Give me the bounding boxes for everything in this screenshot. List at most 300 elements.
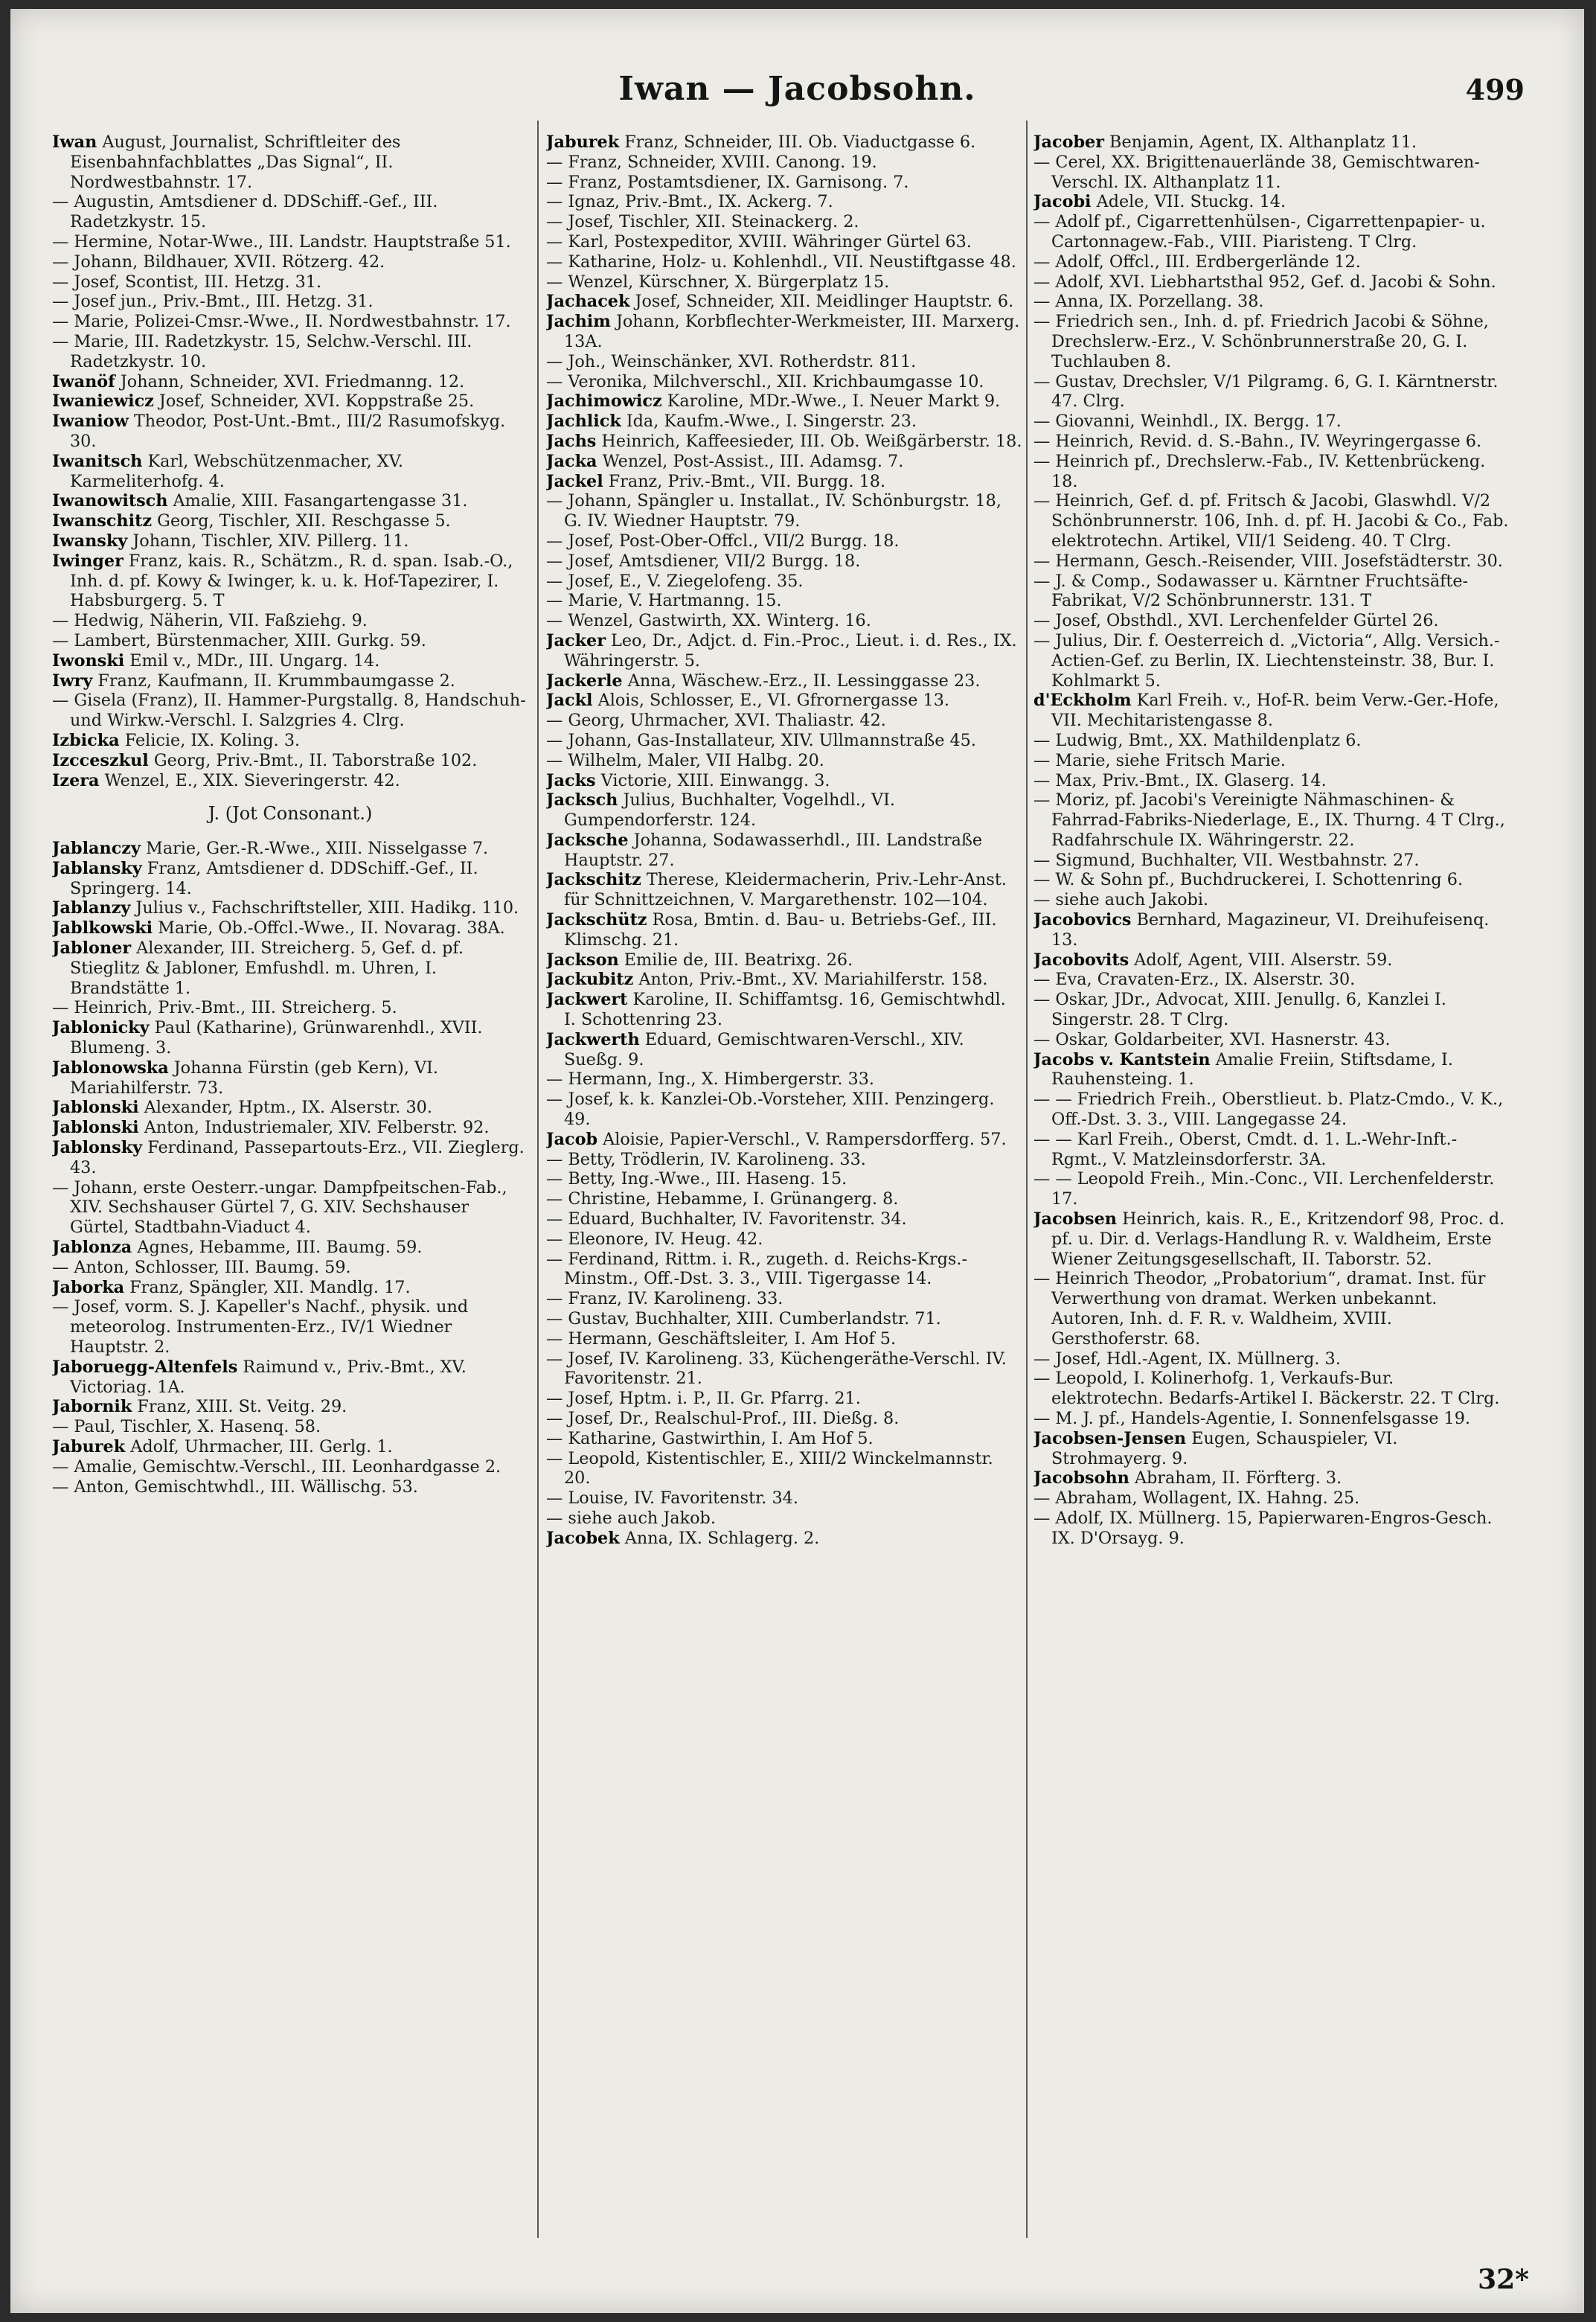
entry-details: — Anton, Schlosser, III. Baumg. 59. <box>52 1257 351 1277</box>
entry-details: — Joh., Weinschänker, XVI. Rotherdstr. 811. <box>546 351 917 371</box>
entry-details: — Heinrich, Priv.-Bmt., III. Streicherg. 5. <box>52 998 397 1018</box>
entry-details: Franz, Amtsdiener d. DDSchiff.-Gef., II. Springerg. 14. <box>70 858 478 898</box>
directory-entry <box>1033 751 1510 771</box>
entry-details: — Josef, IV. Karolineng. 33, Küchengeräthe-Verschl. IV. Favoritenstr. 21. <box>546 1349 1007 1389</box>
directory-entry <box>52 531 528 551</box>
directory-entry <box>52 1357 528 1398</box>
section-heading: J. (Jot Consonant.) <box>208 803 373 825</box>
directory-entry <box>1033 1050 1510 1090</box>
entry-details: Theodor, Post-Unt.-Bmt., III/2 Rasumofskyg. 30. <box>70 412 506 451</box>
directory-entry <box>52 859 528 899</box>
directory-page <box>10 9 1584 2313</box>
entry-details: — Gisela (Franz), II. Hammer-Purgstallg. 8, Handschuh- und Wirkw.-Verschl. I. Salzgries 4. Clrg. <box>52 691 526 731</box>
directory-entry <box>546 1529 1022 1549</box>
directory-entry <box>52 272 528 292</box>
entry-details: — Johann, Gas-Installateur, XIV. Ullmannstraße 45. <box>546 730 976 750</box>
entry-details: — Christine, Hebamme, I. Grünangerg. 8. <box>546 1189 899 1209</box>
directory-entry <box>52 918 528 938</box>
entry-details: — Leopold, Kistentischler, E., XIII/2 Winckelmannstr. 20. <box>546 1448 993 1488</box>
entry-details: — Josef, Scontist, III. Hetzg. 31. <box>52 272 322 292</box>
directory-entry <box>546 1429 1022 1449</box>
directory-entry <box>546 731 1022 751</box>
directory-entry <box>546 950 1022 970</box>
entry-surname: Jacks <box>546 770 596 790</box>
entry-details: — M. J. pf., Handels-Agentie, I. Sonnenfelsgasse 19. <box>1033 1409 1471 1428</box>
entry-details: — Heinrich Theodor, „Probatorium“, dramat. Inst. für Verwerthung von dramat. Werken unbekannt. Autoren, Inh. d. F. R. v. Waldheim, XVIII. Gersthoferstr. 68. <box>1033 1269 1486 1349</box>
entry-details: — Oskar, Goldarbeiter, XVI. Hasnerstr. 43. <box>1033 1029 1391 1049</box>
entry-details: — Franz, Schneider, XVIII. Canong. 19. <box>546 152 877 172</box>
entry-details: — Max, Priv.-Bmt., IX. Glaserg. 14. <box>1033 770 1327 790</box>
entry-details: Franz, kais. R., Schätzm., R. d. span. Isab.-O., Inh. d. pf. Kowy & Iwinger, k. u. k. Hof-Tapezirer, I. Habsburgerg. 5. T <box>70 551 513 611</box>
entry-details: — Josef, Amtsdiener, VII/2 Burgg. 18. <box>546 551 861 571</box>
entry-details: — Gustav, Buchhalter, XIII. Cumberlandstr. 71. <box>546 1309 941 1329</box>
entry-details: August, Journalist, Schriftleiter des Eisenbahnfachblattes „Das Signal“, II. Nordwestbahnstr. 17. <box>70 132 401 192</box>
directory-entry <box>52 1258 528 1278</box>
entry-details: Anna, Wäschew.-Erz., II. Lessinggasse 23. <box>622 671 981 691</box>
directory-entry <box>1033 153 1510 193</box>
entry-surname: Jacobs v. Kantstein <box>1033 1049 1211 1069</box>
directory-entry <box>546 691 1022 711</box>
entry-surname: Jacobovics <box>1033 910 1132 930</box>
entry-details: — Josef, Hdl.-Agent, IX. Müllnerg. 3. <box>1033 1349 1341 1369</box>
entry-details: — J. & Comp., Sodawasser u. Kärntner Fruchtsäfte-Fabrikat, V/2 Schönbrunnerstr. 131. T <box>1033 571 1469 611</box>
directory-entry <box>546 312 1022 352</box>
entry-details: — Katharine, Gastwirthin, I. Am Hof 5. <box>546 1428 874 1448</box>
directory-entry <box>546 1250 1022 1290</box>
entry-details: Julius v., Fachschriftsteller, XIII. Hadikg. 110. <box>130 898 519 918</box>
entry-details: — Friedrich sen., Inh. d. pf. Friedrich Jacobi & Söhne, Drechslerw.-Erz., V. Schönbrunnerstraße 20, G. I. Tuchlauben 8. <box>1033 312 1489 371</box>
directory-entry <box>52 511 528 531</box>
directory-entry <box>546 870 1022 910</box>
directory-entry <box>52 312 528 332</box>
entry-details: — Adolf, XVI. Liebhartsthal 952, Gef. d. Jacobi & Sohn. <box>1033 272 1496 292</box>
directory-entry <box>546 1209 1022 1229</box>
directory-entry <box>52 998 528 1018</box>
entry-details: — Julius, Dir. f. Oesterreich d. „Victoria“, Allg. Versich.-Actien-Gef. zu Berlin, IX. Liechtensteinstr. 38, Bur. I. Kohlmarkt 5. <box>1033 630 1500 691</box>
directory-entry <box>52 332 528 372</box>
entry-details: — Sigmund, Buchhalter, VII. Westbahnstr. 27. <box>1033 850 1420 870</box>
directory-entry <box>546 1509 1022 1529</box>
directory-entry <box>52 1278 528 1298</box>
directory-entry <box>546 1189 1022 1209</box>
entry-surname: Jablonicky <box>52 1018 150 1038</box>
directory-entry <box>546 1449 1022 1489</box>
entry-surname: Izcceszkul <box>52 750 149 770</box>
entry-details: — Heinrich, Revid. d. S.-Bahn., IV. Weyringergasse 6. <box>1033 431 1482 451</box>
entry-details: — Josef, Obsthdl., XVI. Lerchenfelder Gürtel 26. <box>1033 611 1439 631</box>
directory-entry <box>1033 870 1510 890</box>
entry-surname: Jacobsen <box>1033 1209 1117 1229</box>
entry-details: — Augustin, Amtsdiener d. DDSchiff.-Gef., III. Radetzkystr. 15. <box>52 192 438 232</box>
entry-surname: Jablonowska <box>52 1058 169 1078</box>
entry-surname: Jackwert <box>546 990 628 1010</box>
entry-surname: Jacobek <box>546 1528 620 1548</box>
entry-surname: Jackschütz <box>546 910 647 930</box>
entry-details: — Josef, Dr., Realschul-Prof., III. Dießg. 8. <box>546 1409 900 1428</box>
directory-entry <box>52 1437 528 1457</box>
entry-details: — Marie, III. Radetzkystr. 15, Selchw.-Verschl. III. Radetzkystr. 10. <box>52 331 472 371</box>
directory-entry <box>52 232 528 252</box>
entry-surname: Jackerle <box>546 671 623 691</box>
directory-entry <box>1033 771 1510 791</box>
directory-entry <box>1033 1209 1510 1269</box>
entry-details: — Lambert, Bürstenmacher, XIII. Gurkg. 59. <box>52 630 426 650</box>
directory-entry <box>546 472 1022 492</box>
directory-entry <box>546 831 1022 871</box>
entry-surname: Jablansky <box>52 858 142 878</box>
directory-entry <box>546 1309 1022 1329</box>
entry-details: Karoline, MDr.-Wwe., I. Neuer Markt 9. <box>661 391 1001 412</box>
entry-details: — Wenzel, Kürschner, X. Bürgerplatz 15. <box>546 272 890 292</box>
directory-entry <box>52 671 528 691</box>
entry-details: — Heinrich, Gef. d. pf. Fritsch & Jacobi, Glaswhdl. V/2 Schönbrunnerstr. 106, Inh. d. pf. H. Jacobi & Co., Fab. elektrotechn. Artikel, VII/1 Seideng. 40. T Clrg. <box>1033 491 1509 551</box>
entry-details: — Betty, Trödlerin, IV. Karolineng. 33. <box>546 1149 866 1169</box>
entry-surname: Jablonski <box>52 1098 139 1118</box>
entry-surname: Jablanczy <box>52 839 141 859</box>
directory-entry <box>52 1477 528 1497</box>
directory-entry <box>1033 890 1510 910</box>
page-header <box>10 70 1584 115</box>
entry-details: Alexander, III. Streicherg. 5, Gef. d. pf. Stieglitz & Jabloner, Emfushdl. m. Uhren, I. Brandstätte 1. <box>70 938 464 998</box>
entry-details: Wenzel, Post-Assist., III. Adamsg. 7. <box>597 451 904 471</box>
entry-details: — Eduard, Buchhalter, IV. Favoritenstr. 34. <box>546 1209 907 1229</box>
entry-details: — Johann, Spängler u. Installat., IV. Schönburgstr. 18, G. IV. Wiedner Hauptstr. 79. <box>546 491 1001 531</box>
directory-entry <box>52 1018 528 1058</box>
directory-entry <box>1033 572 1510 612</box>
entry-surname: Jaboruegg-Altenfels <box>52 1357 238 1377</box>
entry-details: — Josef, E., V. Ziegelofeng. 35. <box>546 571 804 591</box>
entry-details: Franz, Priv.-Bmt., VII. Burgg. 18. <box>603 471 886 491</box>
directory-entry <box>52 731 528 751</box>
directory-entry <box>546 1349 1022 1389</box>
directory-entry <box>546 1169 1022 1189</box>
entry-surname: Jacobovits <box>1033 950 1129 970</box>
entry-details: Franz, XIII. St. Veitg. 29. <box>132 1397 347 1417</box>
directory-entry <box>546 452 1022 472</box>
directory-entry <box>546 1488 1022 1509</box>
entry-details: — Amalie, Gemischtw.-Verschl., III. Leonhardgasse 2. <box>52 1456 501 1477</box>
signature-mark: 32* <box>1478 2264 1529 2295</box>
entry-details: Aloisie, Papier-Verschl., V. Rampersdorfferg. 57. <box>597 1129 1007 1149</box>
entry-details: — Hedwig, Näherin, VII. Faßziehg. 9. <box>52 611 368 631</box>
entry-surname: Jachim <box>546 312 611 332</box>
entry-details: — Ignaz, Priv.-Bmt., IX. Ackerg. 7. <box>546 192 833 212</box>
directory-entry <box>546 232 1022 252</box>
entry-details: — Eleonore, IV. Heug. 42. <box>546 1229 763 1249</box>
directory-entry <box>1033 412 1510 432</box>
entry-details: Julius, Buchhalter, Vogelhdl., VI. Gumpendorferstr. 124. <box>564 790 896 831</box>
directory-entry <box>52 751 528 771</box>
entry-surname: Jacober <box>1033 132 1104 152</box>
directory-entry <box>1033 252 1510 272</box>
entry-details: — Heinrich pf., Drechslerw.-Fab., IV. Kettenbrückeng. 18. <box>1033 451 1486 491</box>
directory-entry <box>546 1409 1022 1429</box>
directory-entry <box>1033 132 1510 153</box>
entry-details: Karl Freih. v., Hof-R. beim Verw.-Ger.-Hofe, VII. Mechitaristengasse 8. <box>1051 691 1499 731</box>
entry-details: — Georg, Uhrmacher, XVI. Thaliastr. 42. <box>546 711 886 731</box>
entry-details: — Leopold, I. Kolinerhofg. 1, Verkaufs-Bur. elektrotechn. Bedarfs-Artikel I. Bäckerstr. 22. T Clrg. <box>1033 1369 1500 1409</box>
directory-entry <box>1033 1090 1510 1130</box>
directory-entry <box>1033 312 1510 371</box>
directory-entry <box>52 651 528 671</box>
entry-details: — Adolf pf., Cigarrettenhülsen-, Cigarrettenpapier- u. Cartonnagew.-Fab., VIII. Piaristeng. T Clrg. <box>1033 212 1486 252</box>
directory-entry <box>52 1178 528 1238</box>
entry-details: — Eva, Cravaten-Erz., IX. Alserstr. 30. <box>1033 970 1356 990</box>
directory-entry <box>546 192 1022 212</box>
entry-details: Victorie, XIII. Einwangg. 3. <box>595 770 830 790</box>
directory-entry <box>1033 950 1510 970</box>
directory-entry <box>1033 851 1510 871</box>
entry-details: Karoline, II. Schiffamtsg. 16, Gemischtwhdl. I. Schottenring 23. <box>564 990 1006 1030</box>
entry-surname: Iwanitsch <box>52 451 143 471</box>
entry-details: — Anton, Gemischtwhdl., III. Wällischg. 53. <box>52 1477 418 1497</box>
directory-entry <box>1033 551 1510 572</box>
entry-details: Raimund v., Priv.-Bmt., XV. Victoriag. 1A. <box>70 1357 467 1397</box>
entry-details: — Marie, V. Hartmanng. 15. <box>546 591 782 611</box>
entry-details: — Hermann, Gesch.-Reisender, VIII. Josefstädterstr. 30. <box>1033 551 1503 571</box>
entry-details: — Moriz, pf. Jacobi's Vereinigte Nähmaschinen- & Fahrrad-Fabriks-Niederlage, E., IX. Thurng. 4 T Clrg., Radfahrschule IX. Währingerstr. 22. <box>1033 790 1505 850</box>
directory-entry <box>546 1229 1022 1250</box>
directory-entry <box>52 938 528 998</box>
directory-entry <box>52 631 528 651</box>
directory-entry <box>1033 1488 1510 1509</box>
directory-entry <box>52 1457 528 1477</box>
directory-entry <box>1033 272 1510 292</box>
entry-details: — Johann, Bildhauer, XVII. Rötzerg. 42. <box>52 252 385 272</box>
entry-details: — Josef, k. k. Kanzlei-Ob.-Vorsteher, XIII. Penzingerg. 49. <box>546 1090 995 1130</box>
directory-entry <box>546 671 1022 691</box>
entry-details: — Ludwig, Bmt., XX. Mathildenplatz 6. <box>1033 730 1362 750</box>
entry-surname: Jablkowski <box>52 918 153 938</box>
entry-details: Rosa, Bmtin. d. Bau- u. Betriebs-Gef., III. Klimschg. 21. <box>564 910 997 950</box>
entry-details: Georg, Tischler, XII. Reschgasse 5. <box>152 511 451 531</box>
directory-entry <box>546 970 1022 990</box>
directory-entry <box>1033 212 1510 252</box>
entry-details: Anna, IX. Schlagerg. 2. <box>619 1528 820 1548</box>
entry-surname: d'Eckholm <box>1033 691 1132 711</box>
entry-details: Alexander, Hptm., IX. Alserstr. 30. <box>138 1098 432 1118</box>
directory-entry <box>1033 1169 1510 1209</box>
entry-details: Benjamin, Agent, IX. Althanplatz 11. <box>1103 132 1417 152</box>
entry-surname: Iwaniow <box>52 412 129 432</box>
entry-surname: Iwaniewicz <box>52 391 154 412</box>
directory-entry <box>546 1389 1022 1409</box>
entry-surname: Jabornik <box>52 1397 132 1417</box>
entry-details: — Wilhelm, Maler, VII Halbg. 20. <box>546 750 824 770</box>
entry-details: Bernhard, Magazineur, VI. Dreihufeisenq. 13. <box>1051 910 1490 950</box>
directory-entry <box>1033 1468 1510 1488</box>
entry-details: — Oskar, JDr., Advocat, XIII. Jenullg. 6, Kanzlei I. Singerstr. 28. T Clrg. <box>1033 990 1446 1030</box>
directory-entry <box>546 591 1022 611</box>
directory-entry <box>1033 491 1510 551</box>
entry-details: — Johann, erste Oesterr.-ungar. Dampfpeitschen-Fab., XIV. Sechshauser Gürtel 7, G. XIV. Sechshauser Gürtel, Stadtbahn-Viaduct 4. <box>52 1177 507 1238</box>
entry-details: Paul (Katharine), Grünwarenhdl., XVII. Blumeng. 3. <box>70 1018 483 1058</box>
entry-surname: Jacksche <box>546 830 629 850</box>
entry-details: — Karl, Postexpeditor, XVIII. Währinger Gürtel 63. <box>546 231 972 252</box>
entry-surname: Jackubitz <box>546 970 634 990</box>
directory-entry <box>1033 1030 1510 1050</box>
directory-entry <box>546 153 1022 173</box>
directory-entry <box>1033 910 1510 950</box>
entry-details: — Josef, Tischler, XII. Steinackerg. 2. <box>546 212 859 232</box>
entry-surname: Iwry <box>52 671 93 691</box>
entry-surname: Jackl <box>546 691 593 711</box>
entry-details: — Cerel, XX. Brigittenauerlände 38, Gemischtwaren-Verschl. IX. Althanplatz 11. <box>1033 152 1480 192</box>
entry-details: Johanna, Sodawasserhdl., III. Landstraße Hauptstr. 27. <box>564 830 983 870</box>
directory-column-1 <box>52 132 528 2216</box>
directory-entry <box>52 412 528 452</box>
directory-entry <box>52 372 528 392</box>
entry-details: Marie, Ob.-Offcl.-Wwe., II. Novarag. 38A. <box>153 918 505 938</box>
directory-entry <box>52 1098 528 1118</box>
directory-column-2 <box>546 132 1022 2216</box>
entry-surname: Jackson <box>546 950 619 970</box>
directory-entry <box>546 1090 1022 1130</box>
entry-details: — Franz, IV. Karolineng. 33. <box>546 1289 783 1309</box>
entry-surname: Jacobsen-Jensen <box>1033 1428 1187 1448</box>
directory-entry <box>1033 292 1510 312</box>
entry-surname: Jablanzy <box>52 898 131 918</box>
entry-surname: Jachacek <box>546 292 630 312</box>
entry-details: — Katharine, Holz- u. Kohlenhdl., VII. Neustiftgasse 48. <box>546 252 1016 272</box>
directory-entry <box>546 292 1022 312</box>
directory-entry <box>546 790 1022 831</box>
entry-surname: Jachimowicz <box>546 391 662 412</box>
directory-entry <box>1033 192 1510 212</box>
entry-details: Georg, Priv.-Bmt., II. Taborstraße 102. <box>148 750 478 770</box>
directory-entry <box>546 391 1022 412</box>
directory-entry <box>546 1289 1022 1309</box>
entry-surname: Jablonsky <box>52 1138 143 1158</box>
entry-details: — Abraham, Wollagent, IX. Hahng. 25. <box>1033 1488 1360 1509</box>
directory-entry <box>52 391 528 412</box>
directory-entry <box>52 252 528 272</box>
entry-details: — Marie, siehe Fritsch Marie. <box>1033 750 1286 770</box>
directory-entry <box>52 1118 528 1138</box>
entry-details: — Hermine, Notar-Wwe., III. Landstr. Hauptstraße 51. <box>52 231 511 252</box>
entry-details: — Betty, Ing.-Wwe., III. Haseng. 15. <box>546 1169 847 1189</box>
entry-details: — Louise, IV. Favoritenstr. 34. <box>546 1488 798 1509</box>
entry-details: — — Karl Freih., Oberst, Cmdt. d. 1. L.-Wehr-Inft.-Rgmt., V. Matzleinsdorferstr. 3A. <box>1033 1129 1458 1169</box>
entry-details: — Ferdinand, Rittm. i. R., zugeth. d. Reichs-Krgs.-Minstm., Off.-Dst. 3. 3., VIII. Tigergasse 14. <box>546 1249 967 1289</box>
directory-entry <box>52 452 528 492</box>
entry-details: — Veronika, Milchverschl., XII. Krichbaumgasse 10. <box>546 371 984 391</box>
entry-details: Alois, Schlosser, E., VI. Gfrornergasse 13. <box>592 691 949 711</box>
entry-details: — siehe auch Jakobi. <box>1033 890 1209 910</box>
directory-entry <box>1033 372 1510 412</box>
entry-surname: Jablonza <box>52 1238 132 1258</box>
entry-details: Johanna Fürstin (geb Kern), VI. Mariahilferstr. 73. <box>70 1058 439 1098</box>
entry-details: Adolf, Uhrmacher, III. Gerlg. 1. <box>125 1437 393 1456</box>
entry-surname: Jachlick <box>546 412 621 432</box>
entry-details: — Josef, Post-Ober-Offcl., VII/2 Burgg. 18. <box>546 531 900 551</box>
directory-entry <box>1033 1269 1510 1349</box>
directory-entry <box>546 491 1022 531</box>
entry-details: — Adolf, IX. Müllnerg. 15, Papierwaren-Engros-Gesch. IX. D'Orsayg. 9. <box>1033 1508 1493 1548</box>
entry-details: Amalie Freiin, Stiftsdame, I. Rauhensteing. 1. <box>1051 1049 1453 1090</box>
entry-surname: Jackwerth <box>546 1029 640 1049</box>
column-divider <box>537 121 539 2238</box>
directory-entry <box>52 691 528 731</box>
entry-details: Eduard, Gemischtwaren-Verschl., XIV. Sueßg. 9. <box>564 1029 964 1069</box>
entry-surname: Jablonski <box>52 1118 139 1138</box>
entry-surname: Jaburek <box>546 132 620 152</box>
entry-details: — W. & Sohn pf., Buchdruckerei, I. Schottenring 6. <box>1033 870 1464 890</box>
entry-details: Adele, VII. Stuckg. 14. <box>1091 192 1286 212</box>
running-head: Iwan — Jacobsohn. <box>618 70 976 108</box>
directory-entry <box>52 1238 528 1258</box>
directory-entry <box>546 352 1022 372</box>
entry-surname: Iwinger <box>52 551 124 571</box>
directory-entry <box>1033 790 1510 850</box>
directory-entry <box>1033 1509 1510 1549</box>
directory-entry <box>52 1138 528 1178</box>
entry-details: Anton, Industriemaler, XIV. Felberstr. 92. <box>138 1118 490 1138</box>
directory-entry <box>546 1150 1022 1170</box>
directory-entry <box>52 551 528 611</box>
directory-entry <box>546 531 1022 551</box>
directory-entry <box>546 212 1022 232</box>
entry-details: — Hermann, Ing., X. Himbergerstr. 33. <box>546 1069 874 1090</box>
entry-surname: Iwanöf <box>52 371 115 391</box>
directory-entry <box>546 631 1022 671</box>
entry-surname: Iwonski <box>52 650 125 671</box>
entry-details: — — Friedrich Freih., Oberstlieut. b. Platz-Cmdo., V. K., Off.-Dst. 3. 3., VIII. Langegasse 24. <box>1033 1090 1504 1130</box>
entry-details: Johann, Korbflechter-Werkmeister, III. Marxerg. 13A. <box>564 312 1020 351</box>
directory-entry <box>52 1297 528 1357</box>
entry-surname: Jacobi <box>1033 192 1092 212</box>
directory-entry <box>546 572 1022 592</box>
entry-details: Heinrich, Kaffeesieder, III. Ob. Weißgärberstr. 18. <box>596 431 1022 451</box>
directory-entry <box>546 372 1022 392</box>
entry-surname: Jachs <box>546 431 597 451</box>
entry-details: — Wenzel, Gastwirth, XX. Winterg. 16. <box>546 611 871 631</box>
entry-details: Franz, Spängler, XII. Mandlg. 17. <box>124 1277 411 1297</box>
entry-details: Emil v., MDr., III. Ungarg. 14. <box>124 650 380 671</box>
entry-surname: Jaburek <box>52 1437 126 1456</box>
directory-entry <box>52 611 528 631</box>
entry-details: Therese, Kleidermacherin, Priv.-Lehr-Anst. für Schnittzeichnen, V. Margarethenstr. 102—104. <box>564 870 1007 910</box>
directory-entry <box>1033 1369 1510 1409</box>
directory-entry <box>546 412 1022 432</box>
entry-surname: Izera <box>52 770 100 790</box>
directory-entry <box>1033 1130 1510 1170</box>
directory-entry <box>1033 1349 1510 1369</box>
directory-entry <box>546 611 1022 631</box>
directory-entry <box>1033 1429 1510 1469</box>
directory-entry <box>546 751 1022 771</box>
entry-surname: Jacksch <box>546 790 618 810</box>
entry-surname: Jackschitz <box>546 870 641 890</box>
directory-entry <box>52 491 528 511</box>
entry-details: Adolf, Agent, VIII. Alserstr. 59. <box>1129 950 1393 970</box>
entry-details: Josef, Schneider, XII. Meidlinger Hauptstr. 6. <box>629 292 1014 312</box>
entry-surname: Jabloner <box>52 938 132 959</box>
directory-entry <box>546 711 1022 731</box>
directory-entry <box>546 910 1022 950</box>
entry-surname: Jacka <box>546 451 597 471</box>
directory-entry <box>1033 452 1510 492</box>
directory-column-3 <box>1033 132 1510 2216</box>
entry-surname: Jaborka <box>52 1277 125 1297</box>
directory-entry <box>1033 731 1510 751</box>
entry-surname: Iwan <box>52 132 97 152</box>
entry-surname: Jackel <box>546 471 603 491</box>
directory-entry <box>1033 432 1510 452</box>
directory-entry <box>1033 970 1510 990</box>
entry-details: Franz, Schneider, III. Ob. Viaductgasse 6. <box>619 132 976 152</box>
entry-surname: Jacobsohn <box>1033 1468 1129 1488</box>
